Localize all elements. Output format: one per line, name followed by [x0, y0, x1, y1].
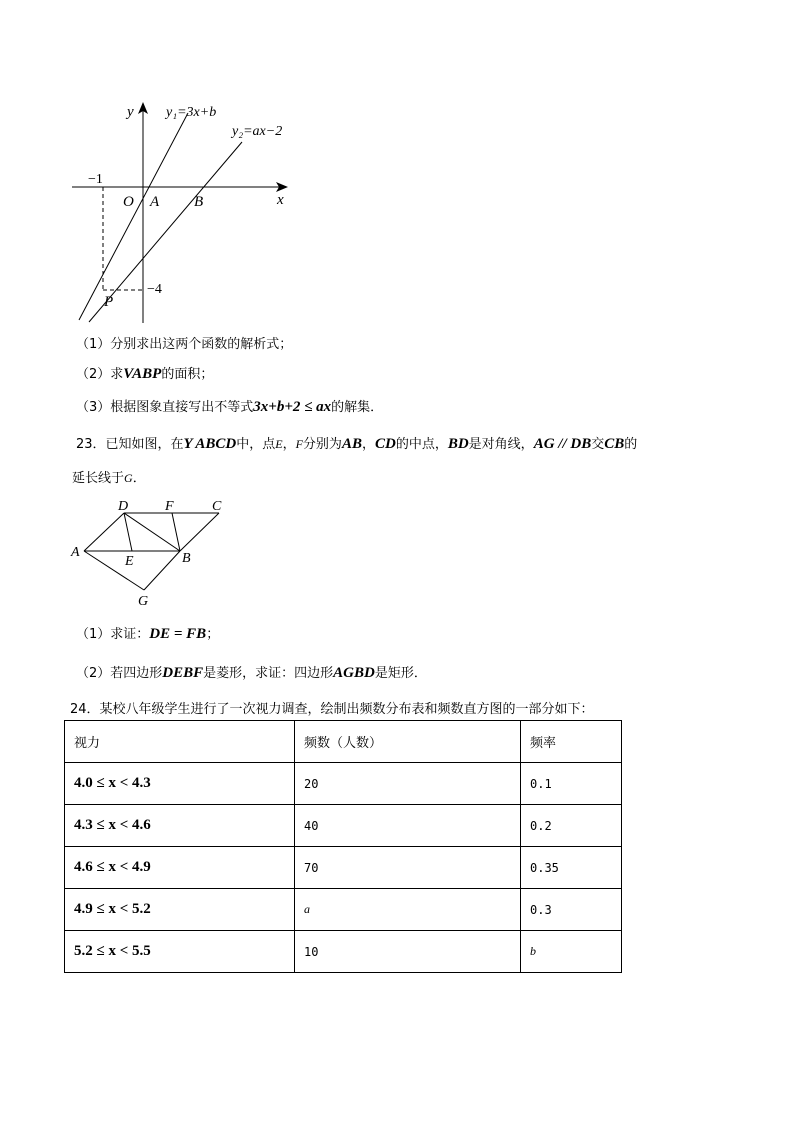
q23-part2-math1: DEBF — [162, 665, 204, 681]
q23-text: 分别为 — [302, 437, 342, 452]
range-cell: 4.6 ≤ x < 4.9 — [65, 847, 295, 889]
table-row — [65, 889, 622, 931]
q23-math: F — [295, 437, 303, 451]
q22-part2 — [76, 363, 213, 383]
freq-cell: 0.1 — [521, 763, 622, 805]
table-row — [65, 763, 622, 805]
q22-part2-post: 的面积； — [161, 367, 214, 382]
header-vision: 视力 — [65, 721, 295, 763]
q23-stem-line2 — [72, 467, 146, 486]
header-count: 频数（人数） — [295, 721, 521, 763]
q23-text: ， — [282, 437, 296, 452]
count-cell: a — [295, 889, 521, 931]
label-B: B — [194, 194, 204, 210]
table-row — [65, 931, 622, 973]
range-cell: 4.3 ≤ x < 4.6 — [65, 805, 295, 847]
q23-text: 23．已知如图，在 — [76, 437, 184, 452]
fig-label-C: C — [212, 499, 222, 514]
coordinate-graph — [60, 95, 310, 330]
q23-math: Y ABCD — [183, 436, 237, 452]
q23-text: 延长线于 — [72, 471, 125, 486]
q23-text: 的 — [624, 437, 638, 452]
q22-part3-math: 3x+b+2 ≤ ax — [253, 399, 332, 415]
q23-part1-post: ； — [206, 627, 220, 642]
q22-part2-math: VABP — [123, 366, 162, 382]
parallelogram-figure — [68, 495, 233, 610]
range-cell: 5.2 ≤ x < 5.5 — [65, 931, 295, 973]
label-neg1: −1 — [88, 172, 103, 187]
q23-text: ． — [132, 471, 146, 486]
fig-label-A: A — [71, 545, 80, 560]
range-cell: 4.0 ≤ x < 4.3 — [65, 763, 295, 805]
q22-part3 — [76, 396, 383, 416]
q23-stem-line1 — [76, 433, 637, 453]
q23-math: CB — [604, 436, 625, 452]
q23-math: CD — [374, 436, 396, 452]
q23-math: E — [275, 437, 283, 451]
frequency-table — [64, 720, 622, 973]
count-cell: 10 — [295, 931, 521, 973]
count-cell: 70 — [295, 847, 521, 889]
q23-text: 的中点， — [395, 437, 448, 452]
q23-math: AB — [341, 436, 362, 452]
table-row — [65, 847, 622, 889]
label-neg4: −4 — [147, 282, 162, 297]
line-y1 — [79, 113, 188, 320]
q23-part1-pre: （1）求证： — [76, 627, 150, 642]
freq-cell: b — [521, 931, 622, 973]
q23-text: 中，点 — [236, 437, 276, 452]
range-cell: 4.9 ≤ x < 5.2 — [65, 889, 295, 931]
label-A: A — [150, 194, 160, 210]
q23-text: ， — [361, 437, 375, 452]
q23-part2 — [76, 662, 427, 682]
q23-part2-mid: 是菱形，求证：四边形 — [203, 666, 334, 681]
label-P: P — [104, 294, 114, 310]
freq-cell: 0.35 — [521, 847, 622, 889]
x-axis-label: x — [277, 192, 284, 208]
q22-part3-post: 的解集． — [331, 400, 384, 415]
table-row — [65, 805, 622, 847]
freq-cell: 0.3 — [521, 889, 622, 931]
fig-label-E: E — [125, 554, 134, 569]
label-O: O — [123, 194, 134, 210]
q23-math: BD — [447, 436, 469, 452]
fig-label-G: G — [138, 594, 149, 609]
q23-text: 交 — [591, 437, 605, 452]
q23-part2-math2: AGBD — [333, 665, 375, 681]
y-axis-label: y — [127, 104, 134, 120]
fig-label-B: B — [182, 551, 191, 566]
fig-label-F: F — [165, 499, 174, 514]
q24-intro: 24．某校八年级学生进行了一次视力调查，绘制出频数分布表和频数直方图的一部分如下： — [70, 702, 594, 717]
line1-label: y₁=3x+b — [166, 105, 217, 120]
q22-part3-pre: （3）根据图象直接写出不等式 — [76, 400, 254, 415]
freq-cell: 0.2 — [521, 805, 622, 847]
count-cell: 40 — [295, 805, 521, 847]
q23-math: AG // DB — [533, 436, 592, 452]
q23-part1 — [76, 623, 219, 643]
q23-part2-pre: （2）若四边形 — [76, 666, 163, 681]
q23-math: G — [124, 471, 133, 485]
q22-part1: （1）分别求出这两个函数的解析式； — [76, 337, 293, 352]
q23-part2-post: 是矩形． — [374, 666, 427, 681]
header-frequency: 频率 — [521, 721, 622, 763]
table-header-row — [65, 721, 622, 763]
q23-part1-math: DE = FB — [149, 626, 207, 642]
count-cell: 20 — [295, 763, 521, 805]
q23-text: 是对角线， — [468, 437, 534, 452]
q22-part2-pre: （2）求 — [76, 367, 124, 382]
line2-label: y₂=ax−2 — [232, 124, 283, 139]
fig-label-D: D — [118, 499, 129, 514]
